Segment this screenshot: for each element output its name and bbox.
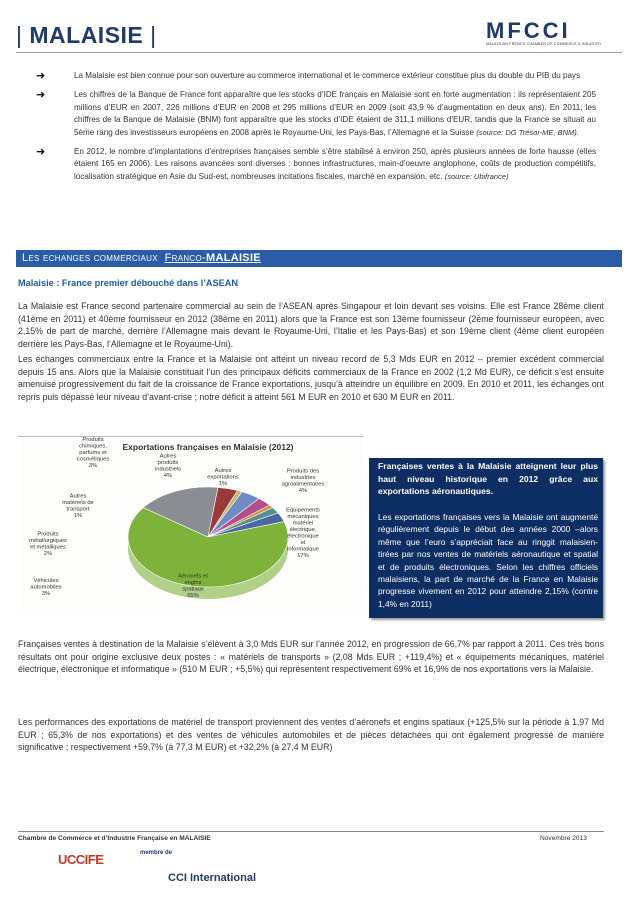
- footer-date: Novembre 2013: [540, 835, 587, 842]
- paragraph-trade: Les échanges commerciaux entre la France et la Malaisie ont atteint un niveau record de 5,3 Mds EUR en 2012 – premier excédent commercial depuis 15 ans. Alors que la Malaisie constituait l’un des principaux déficits commerciaux de la France en 2002 (1,2 Md EUR), ce déficit s’est ensuite amenuisé progressivement du fait de la croissance de France exportations, jusqu’à atteindre un équilibre en 2009. En 2010 et 2011, les échanges ont repris puis dépassé leur niveau d’avant-crise ; notre déficit a atteint 561 M EUR en 2010 et 630 M EUR en 2011.: [18, 354, 604, 402]
- bullet-marker-icon: ➜: [36, 146, 46, 159]
- bullet-marker-icon: ➜: [36, 70, 46, 82]
- pie-slice-label: Autres produits industriels 4%: [154, 453, 182, 479]
- pie-slice-label: Autres matériels de transport 1%: [62, 493, 94, 519]
- header-divider: [16, 52, 622, 53]
- uccife-logo: UCCIFE: [58, 852, 104, 867]
- bullet-item: ➜ En 2012, le nombre d’implantations d’entreprises françaises semble s’être stabilisé à environ 250, après plusieurs années de forte hausse (elles étaient 165 en 2006). Les raisons avancées sont diverses : bonnes infrastructures, main-d’oeuvre anglophone, coûts de production compétitifs, localisation stratégique en Asie du Sud-est, nombreuses incitations fiscales, marché en expansion, etc. (source: Ubifrance): [36, 146, 596, 181]
- pie-slice-label: Véhicules automobiles 3%: [30, 578, 62, 597]
- highlight-body: Les exportations françaises vers la Malaisie ont augmenté régulièrement depuis le début des années 2000 –alors même que l’euro s’appréciait face au ringgit malaisien- tirées par nos ventes de matériels aéronautique et spatial et de produits électroniques. Selon les chiffres officiels malaisiens, la part de marché de la France en Malaisie progresse vivement en 2012 pour atteindre 2,15% (contre 1,4% en 2011): [378, 512, 598, 609]
- pie-slice-label: Equipements mécaniques matériel électrique, électronique et informatique 17%: [286, 507, 320, 559]
- cci-international-logo: CCI International: [168, 872, 257, 884]
- paragraph-partner: La Malaisie est France second partenaire commercial au sein de l’ASEAN après Singapour et loin devant ses voisins. Elle est France 28ème client (41ème en 2011) et 40ème fournisseur en 2012 (38ème en 2011) alors que la France est son 13ème fournisseur (2ème fournisseur européen, avec 2,15% de part de marché, derrière l’Allemagne mais devant le Royaume-Uni, l’Italie et les Pays-Bas) et son 19ème client (4ème client européen derrière les Pays-Bas, l’Allemagne et le Royaume-Uni).: [18, 301, 604, 349]
- intro-bullet-list: [36, 70, 596, 190]
- pie-slice-label: Autres exportations 1%: [207, 468, 239, 487]
- paragraph-performance: Les performances des exportations de matériel de transport proviennent des ventes d’aéronefs et engins spatiaux (+125,5% sur la période à 1,97 Md EUR ; 65,3% de nos exportations) et des ventes de véhicules automobiles et de pièces détachées qui ont également progressé de manière significative ; respectivement +59,7% (à 77,3 M EUR) et +32,2% (à 27,4 M EUR): [18, 717, 604, 753]
- member-of-label: membre de: [140, 850, 173, 856]
- bullet-marker-icon: ➜: [36, 89, 46, 102]
- exports-pie-chart: [18, 436, 363, 613]
- pie-slice-label: Produits chimiques, parfums et cosmétiques 3%: [76, 437, 110, 469]
- bullet-item: ➜ Les chiffres de la Banque de France font apparaître que les stocks d’IDE français en Malaisie sont en forte augmentation : ils représentaient 205 millions d’EUR en 2007, 226 millions d’EUR en 2008 et 295 millions d’EUR en 2009 (soit 43,9 % d’augmentation en deux ans). En 2011, les chiffres de la Banque de Malaisie (BNM) font apparaître que les stocks d’IDE étaient de 311,1 millions d’EUR, tandis que la France se situait au 5ème rang des investisseurs européens en 2008 après le Royaume-Uni, les Pays-Bas, l’Allemagne et la Suisse (source: DG Trésor-ME, BNM).: [36, 89, 596, 137]
- pie-chart-svg: [18, 437, 363, 613]
- pie-slice-label: Produits des industries agroalimentaires 4%: [281, 468, 325, 494]
- chart-title: Exportations françaises en Malaisie (2012): [122, 442, 294, 452]
- bullet-item: ➜ La Malaisie est bien connue pour son ouverture au commerce international et le commerce extérieur constitue plus du double du PIB du pays: [36, 70, 581, 82]
- section-title: Les echanges commerciaux Franco-MALAISIE: [22, 252, 261, 264]
- section-subtitle: Malaisie : France premier débouché dans l’ASEAN: [18, 278, 239, 288]
- footer-organization: Chambre de Commerce et d’Industrie Française en MALAISIE: [18, 835, 211, 842]
- mfcci-logo: MFCCI MALAYSIAN FRENCH CHAMBER OF COMMERCE & INDUSTRY: [486, 18, 602, 46]
- highlight-heading: Françaises ventes à la Malaisie atteignent leur plus haut niveau historique en 2012 grâce aux exportations aéronautiques.: [378, 461, 598, 496]
- pie-slice-label: Aéronefs et engins spatiaux 65%: [178, 573, 208, 599]
- pie-slice-label: Produits métallurgiques et métalliques 2%: [29, 531, 67, 557]
- paragraph-sales: Françaises ventes à destination de la Malaisie s’élèvent à 3,0 Mds EUR sur l’année 2012, en progression de 66,7% par rapport à 2011. Ces très bons résultats ont pour origine exclusive deux postes : « matériels de transports » (2,08 Mds EUR ; +119,4%) et « équipements mécaniques, matériel électrique, électronique et informatique » (510 M EUR ; +5,5%) qui représentent respectivement 69% et 16,9% de nos exportations vers la Malaisie.: [18, 639, 604, 675]
- footer-divider: [18, 831, 604, 832]
- page-title: | MALAISIE |: [16, 22, 157, 48]
